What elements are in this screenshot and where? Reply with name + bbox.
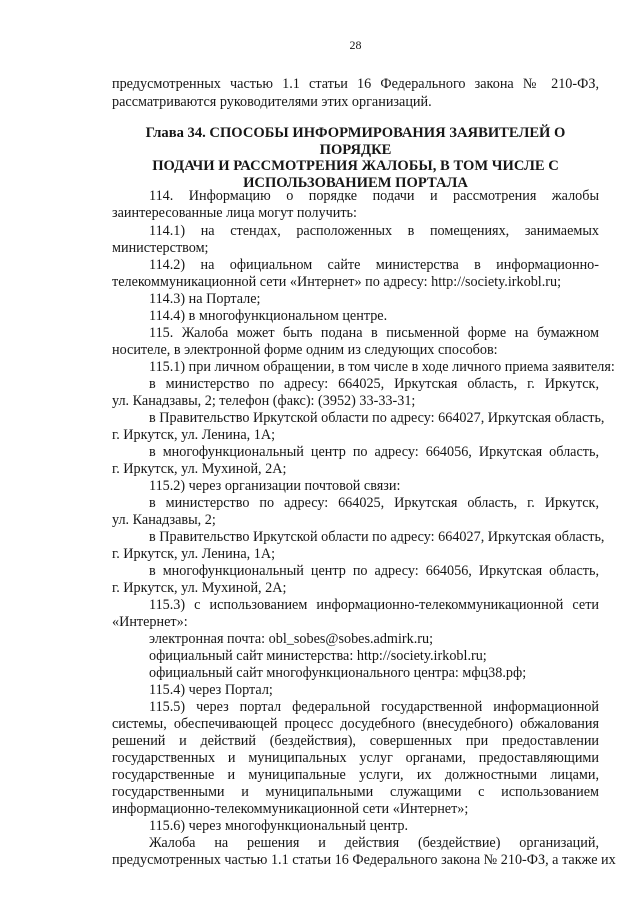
intro-line: рассматриваются руководителями этих организаций.	[112, 94, 432, 110]
paragraph-line: информационно-телекоммуникационной сети «Интернет»;	[112, 801, 469, 817]
paragraph-line: системы, обеспечивающей процесс досудебного (внесудебного) обжалования	[112, 716, 599, 732]
paragraph-line: в министерство по адресу: 664025, Иркутская область, г. Иркутск,	[149, 495, 599, 511]
paragraph-line: государственные и муниципальные услуги, их должностными лицами,	[112, 767, 599, 783]
chapter-heading	[112, 125, 599, 191]
paragraph-line: министерством;	[112, 240, 209, 256]
paragraph-line: в министерство по адресу: 664025, Иркутская область, г. Иркутск,	[149, 376, 599, 392]
paragraph-line: носителе, в электронной форме одним из следующих способов:	[112, 342, 498, 358]
paragraph-line: в многофункциональный центр по адресу: 664056, Иркутская область,	[149, 444, 599, 460]
paragraph-line: 115.4) через Портал;	[149, 682, 273, 698]
paragraph-line: 115.5) через портал федеральной государственной информационной	[149, 699, 599, 715]
paragraph-line: электронная почта: obl_sobes@sobes.admirk.ru;	[149, 631, 434, 647]
heading-line: Глава 34. СПОСОБЫ ИНФОРМИРОВАНИЯ ЗАЯВИТЕЛЕЙ О ПОРЯДКЕ	[145, 125, 566, 158]
paragraph-line: «Интернет»:	[112, 614, 188, 630]
heading-line: ИСПОЛЬЗОВАНИЕМ ПОРТАЛА	[243, 174, 468, 191]
page-number: 28	[349, 38, 362, 52]
paragraph-line: в многофункциональный центр по адресу: 664056, Иркутская область,	[149, 563, 599, 579]
paragraph-line: в Правительство Иркутской области по адресу: 664027, Иркутская область,	[149, 410, 605, 426]
paragraph-line: 114.4) в многофункциональном центре.	[149, 308, 388, 324]
paragraph-line: официальный сайт министерства: http://society.irkobl.ru;	[149, 648, 487, 664]
intro-line: предусмотренных частью 1.1 статьи 16 Федерального закона № 210-ФЗ,	[112, 76, 599, 92]
paragraph-line: 114.3) на Портале;	[149, 291, 261, 307]
paragraph-line: телекоммуникационной сети «Интернет» по адресу: http://society.irkobl.ru;	[112, 274, 562, 290]
paragraph-line: ул. Канадзавы, 2;	[112, 512, 216, 528]
paragraph-line: 114. Информацию о порядке подачи и рассмотрения жалобы	[149, 188, 599, 204]
paragraph-line: г. Иркутск, ул. Ленина, 1А;	[112, 546, 276, 562]
paragraph-line: Жалоба на решения и действия (бездействие) организаций,	[149, 835, 599, 851]
paragraph-line: в Правительство Иркутской области по адресу: 664027, Иркутская область,	[149, 529, 605, 545]
paragraph-line: 114.1) на стендах, расположенных в помещениях, занимаемых	[149, 223, 599, 239]
paragraph-line: г. Иркутск, ул. Ленина, 1А;	[112, 427, 276, 443]
paragraph-line: заинтересованные лица могут получить:	[112, 205, 357, 221]
heading-line: ПОДАЧИ И РАССМОТРЕНИЯ ЖАЛОБЫ, В ТОМ ЧИСЛЕ С	[152, 158, 559, 174]
paragraph-line: 115.3) с использованием информационно-телекоммуникационной сети	[149, 597, 599, 613]
paragraph-line: 115.1) при личном обращении, в том числе в ходе личного приема заявителя:	[149, 359, 615, 375]
paragraph-line: 115.6) через многофункциональный центр.	[149, 818, 409, 834]
paragraph-line: г. Иркутск, ул. Мухиной, 2А;	[112, 461, 287, 477]
paragraph-line: 115.2) через организации почтовой связи:	[149, 478, 401, 494]
paragraph-line: официальный сайт многофункционального центра: мфц38.рф;	[149, 665, 527, 681]
paragraph-line: г. Иркутск, ул. Мухиной, 2А;	[112, 580, 287, 596]
paragraph-line: государственными и муниципальными служащими с использованием	[112, 784, 599, 800]
paragraph-line: ул. Канадзавы, 2; телефон (факс): (3952) 33-33-31;	[112, 393, 416, 409]
document-page	[112, 0, 616, 905]
paragraph-line: государственных и муниципальных услуг органами, предоставляющими	[112, 750, 599, 766]
paragraph-line: 114.2) на официальном сайте министерства в информационно-	[149, 257, 599, 273]
paragraph-line: решений и действий (бездействия), совершенных при предоставлении	[112, 733, 599, 749]
paragraph-line: 115. Жалоба может быть подана в письменной форме на бумажном	[149, 325, 599, 341]
paragraph-line: предусмотренных частью 1.1 статьи 16 Федерального закона № 210-ФЗ, а также их	[112, 852, 616, 868]
